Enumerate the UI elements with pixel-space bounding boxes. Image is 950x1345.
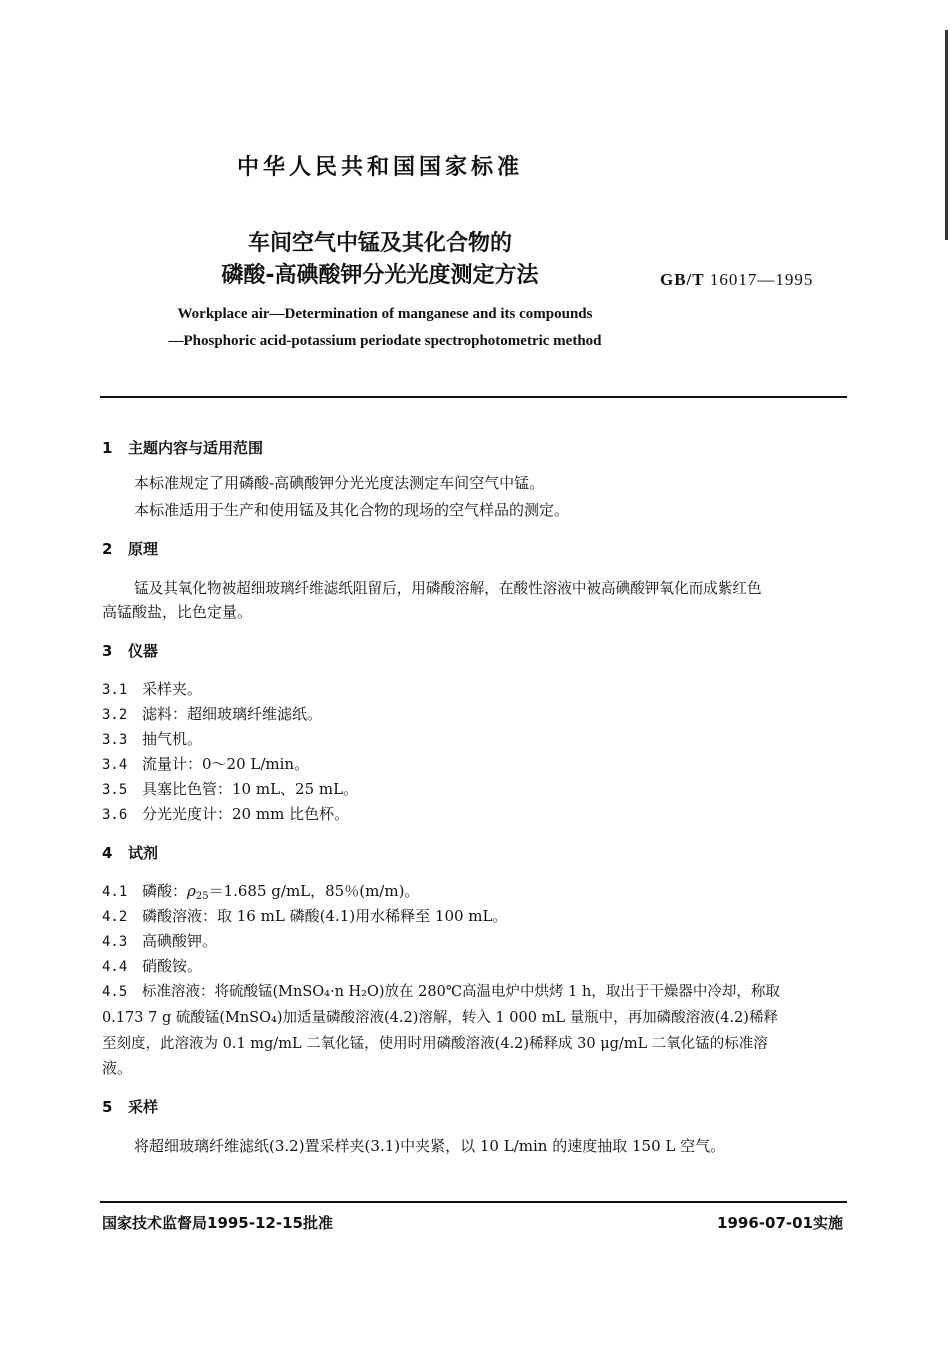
list-item xyxy=(102,778,358,799)
list-item xyxy=(102,703,322,724)
section-number: 2 xyxy=(102,540,113,558)
item-number: 3.6 xyxy=(102,807,128,823)
title-line-1: 车间空气中锰及其化合物的 xyxy=(247,231,512,256)
national-standard-header: 中华人民共和国国家标准 xyxy=(236,155,523,180)
item-text: 磷酸溶液：取 16 mL 磷酸(4.1)用水稀释至 100 mL。 xyxy=(142,907,508,925)
item-text: 采样夹。 xyxy=(142,680,203,698)
item-number: 3.3 xyxy=(102,732,128,748)
english-title-line-1: Workplace air—Determination of manganese and its compounds xyxy=(177,306,593,322)
title-divider xyxy=(100,396,847,398)
density-symbol: ρ xyxy=(187,882,196,900)
standard-prefix: GB/T xyxy=(660,270,705,289)
section-title: 试剂 xyxy=(128,844,159,862)
item-number: 3.5 xyxy=(102,782,128,798)
section-2-heading xyxy=(102,538,158,559)
item-continuation: 液。 xyxy=(102,1059,133,1077)
section-2-para-line-1: 锰及其氧化物被超细玻璃纤维滤纸阻留后，用磷酸溶解，在酸性溶液中被高碘酸钾氧化而成紫红色 xyxy=(134,580,762,597)
section-title: 采样 xyxy=(128,1098,159,1116)
list-item xyxy=(102,980,780,1001)
item-continuation: 0.173 7 g 硫酸锰(MnSO₄)加适量磷酸溶液(4.2)溶解，转入 1 000 mL 量瓶中，再加磷酸溶液(4.2)稀释 xyxy=(102,1010,778,1026)
english-title-line-2: —Phosphoric acid-potassium periodate spectrophotometric method xyxy=(168,333,602,349)
list-item xyxy=(102,753,309,774)
item-number: 4.3 xyxy=(102,934,128,950)
section-1-para-1: 本标准规定了用磷酸-高碘酸钾分光光度法测定车间空气中锰。 xyxy=(134,474,545,492)
section-3-heading xyxy=(102,640,158,661)
item-text: 标准溶液：将硫酸锰(MnSO₄·n H₂O)放在 280℃高温电炉中烘烤 1 h，取出于干燥器中冷却，称取 xyxy=(142,984,780,1000)
section-title: 原理 xyxy=(128,540,159,558)
section-title: 仪器 xyxy=(128,642,159,660)
item-text: 滤料：超细玻璃纤维滤纸。 xyxy=(142,705,323,723)
effective-date: 1996-07-01实施 xyxy=(717,1214,843,1232)
section-1-para-2: 本标准适用于生产和使用锰及其化合物的现场的空气样品的测定。 xyxy=(134,501,570,519)
section-number: 3 xyxy=(102,642,113,660)
list-item xyxy=(102,803,349,824)
item-continuation: 至刻度，此溶液为 0.1 mg/mL 二氧化锰，使用时用磷酸溶液(4.2)稀释成 30 μg/mL 二氧化锰的标准溶 xyxy=(102,1036,768,1052)
list-item xyxy=(102,880,419,902)
item-number: 4.1 xyxy=(102,884,128,900)
item-text: 具塞比色管：10 mL、25 mL。 xyxy=(142,780,359,798)
item-number: 4.5 xyxy=(102,984,128,1000)
section-title: 主题内容与适用范围 xyxy=(128,439,264,457)
item-text: ＝1.685 g/mL，85％(m/m)。 xyxy=(208,882,420,900)
list-item xyxy=(102,728,202,749)
item-text: 抽气机。 xyxy=(142,730,203,748)
section-number: 5 xyxy=(102,1098,113,1116)
list-item xyxy=(102,955,202,976)
list-item xyxy=(102,930,217,951)
title-line-2: 磷酸-高碘酸钾分光光度测定方法 xyxy=(221,263,539,288)
item-number: 3.4 xyxy=(102,757,128,773)
item-text: 磷酸： xyxy=(142,882,188,900)
item-number: 3.1 xyxy=(102,682,128,698)
density-subscript: 25 xyxy=(195,891,209,902)
item-number: 4.4 xyxy=(102,959,128,975)
standard-number: 16017—1995 xyxy=(709,270,814,289)
item-number: 4.2 xyxy=(102,909,128,925)
section-2-para-line-2: 高锰酸盐，比色定量。 xyxy=(102,603,253,621)
section-1-heading xyxy=(102,437,263,458)
list-item xyxy=(102,905,508,926)
item-number: 3.2 xyxy=(102,707,128,723)
section-number: 1 xyxy=(102,439,113,457)
standard-code xyxy=(660,270,813,290)
section-4-heading xyxy=(102,842,158,863)
item-text: 分光光度计：20 mm 比色杯。 xyxy=(142,805,350,823)
footer-divider xyxy=(100,1201,847,1203)
item-text: 流量计：0～20 L/min。 xyxy=(142,755,310,773)
list-item xyxy=(102,678,202,699)
item-text: 硝酸铵。 xyxy=(142,957,203,975)
section-number: 4 xyxy=(102,844,113,862)
scan-edge-mark xyxy=(945,30,948,240)
section-5-heading xyxy=(102,1096,158,1117)
approval-date: 国家技术监督局1995-12-15批准 xyxy=(102,1214,333,1232)
item-text: 高碘酸钾。 xyxy=(142,932,218,950)
section-5-para-1: 将超细玻璃纤维滤纸(3.2)置采样夹(3.1)中夹紧，以 10 L/min 的速度抽取 150 L 空气。 xyxy=(134,1137,726,1155)
